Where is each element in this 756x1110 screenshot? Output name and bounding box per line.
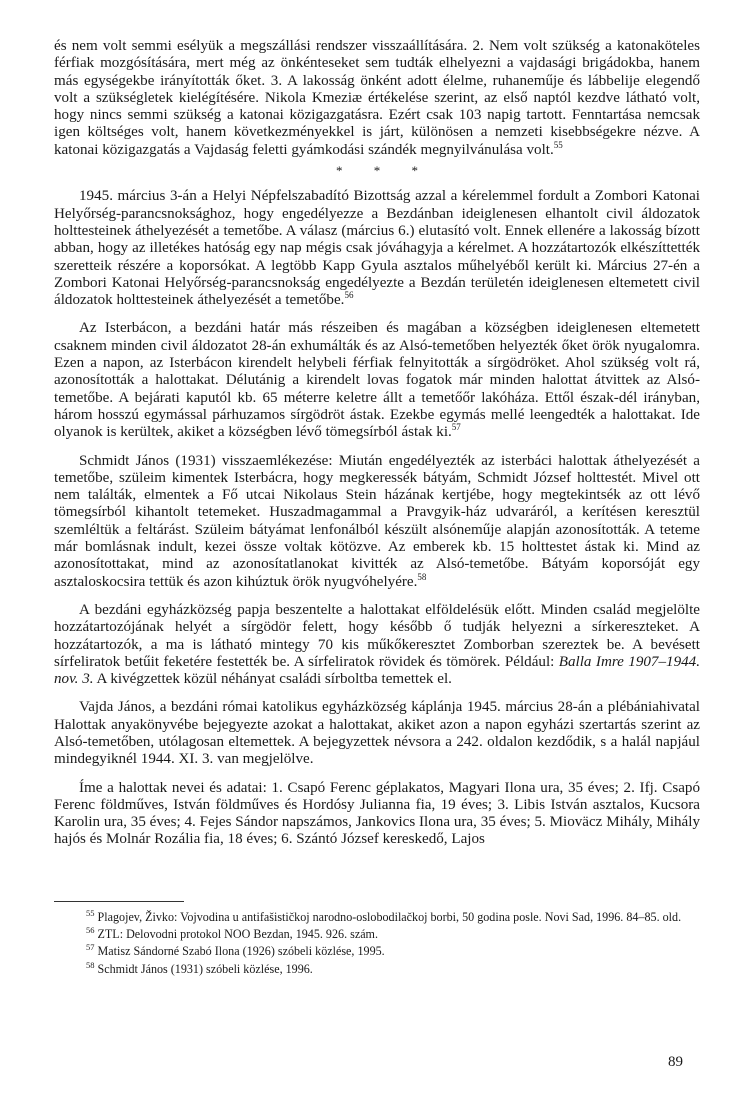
paragraph-4: Schmidt János (1931) visszaemlékezése: Miután engedélyezték az isterbáci halottak áthelyezését a temetőbe, szüleim kimentek Isterbácra, hogy megkeressék bátyám, Schmidt József holttestét. Mivel ott nem találták, elmentek a Fő utcai Nikolaus Stein házának kertjébe, hogy megtekintsék az ott lévő tömegsírból kihantolt tetemeket. Huszadmagammal a Pravgyik-ház udvaráról, a kerítésen keresztül szemléltük a feltárást. Szüleim bátyámat lenfonálból készült alsóneműje alapján azonosították. A teteme már bomlásnak indult, kezei össze voltak kötözve. Az emberek kb. 15 holttestet ástak ki. Mind az azonosítottakat, mind az azonosítatlanokat kivitték az Alsó-temetőbe. Bátyám koporsóját egy asztaloskocsira tettük és azon kihúztuk örök nyugvóhelyére.$^{58}$ xyxy=(54,452,700,590)
inscription-example: Balla Imre 1907–1944. nov. 3. xyxy=(54,653,700,688)
footnotes xyxy=(54,907,700,979)
footnote-58: $^{58}$ Schmidt János (1931) szóbeli közlése, 1996. xyxy=(86,959,313,976)
body-text xyxy=(54,38,700,860)
page-number: 89 xyxy=(668,1054,683,1070)
paragraph-3: Az Isterbácon, a bezdáni határ más részeiben és magában a községben ideiglenesen eltemetett csaknem minden civil áldozatot 28-án exhumálták és az Alsó-temetőben helyezték őket örök nyugalomra. Ezen a napon, az Isterbácon kirendelt helybeli férfiak felnyitották a sírgödröket. Ahol szükség volt rá, azonosították a halottakat. Délutánig a kirendelt lovas fogatok már minden halottat átvittek az Alsó-temetőbe. A bejárati kaputól kb. 65 méterre keletre állt a temetőőr lakóháza. Ettől észak-dél irányban, három hosszú egymással párhuzamos sírgödröt ástak. Ezekbe egymás mellé leengedték a halottakat. Ide olyanok is kerültek, akiket a községben lévő tömegsírból ástak ki.$^{57}$ xyxy=(54,320,700,441)
footnote-ref-56[interactable]: 56 xyxy=(344,290,354,301)
paragraph-7: Íme a halottak nevei és adatai: 1. Csapó Ferenc géplakatos, Magyari Ilona ura, 35 éves; 2. Ifj. Csapó Ferenc földműves, István földműves és Hordósy Julianna fia, 19 éves; 3. Libis István asztalos, Kucsora Karolin ura, 35 éves; 4. Fejes Sándor napszámos, Jankovics Ilona ura, 35 éves; 5. Mioväcz Mihály, Mihály hajós és Molnár Rozália fia, 18 éves; 6. Szántó József kereskedő, Lajos xyxy=(54,779,700,848)
footnote-ref-57[interactable]: 57 xyxy=(451,422,461,433)
footnote-divider xyxy=(54,901,184,902)
footnote-57: $^{57}$ Matisz Sándorné Szabó Ilona (1926) szóbeli közlése, 1995. xyxy=(86,942,385,959)
footnote-ref-55[interactable]: 55 xyxy=(553,139,563,150)
paragraph-1: és nem volt semmi esélyük a megszállási rendszer visszaállítására. 2. Nem volt szükség a katonaköteles férfiak mozgósítására, mert még az önkénteseket sem tudták elhelyezni a vajdasági brigádokba, hanem más egységekbe irányították őket. 3. A lakosság önként adott élelme, ruhaneműje és lábbelije elegendő volt a szükségletek kielégítésére. Nikola Kmeziæ értékelése szerint, az első naptól kezdve látható volt, hogy nincs semmi szükség a katonai közigazgatásra. Ezért csak 103 napig tartott. Fenntartása nemcsak igen költséges volt, hanem következményekkel is járt, különösen a nemzeti kisebbségekre nézve. A katonai közigazgatás a Vajdaság feletti gyámkodási szándék megnyilvánulása volt.$^{55}$ xyxy=(54,38,700,158)
paragraph-2: 1945. március 3-án a Helyi Népfelszabadító Bizottság azzal a kérelemmel fordult a Zombori Katonai Helyőrség-parancsnoksághoz, hogy engedélyezze a Bezdánban ideiglenesen elhantolt civil áldozatok holttesteinek áthelyezését a temetőbe. A válasz (március 6.) elutasító volt. Ennek ellenére a lakosság bízott abban, hogy az illetékes hatóság egy nap mégis csak jóváhagyja a kérelmet. A hozzátartozók elkészíttették szeretteik részére a koporsókat. A legtöbb Kapp Gyula asztalos műhelyéből került ki. Március 27-én a Zombori Katonai Helyőrség-parancsnokság engedélyezte a Bezdán területén ideiglenesen eltemetett civil áldozatok holttesteinek áthelyezését a temetőbe.$^{56}$ xyxy=(54,188,700,309)
section-separator: * * * xyxy=(336,163,432,179)
paragraph-6: Vajda János, a bezdáni római katolikus egyházközség káplánja 1945. március 28-án a plébániahivatal Halottak anyakönyvébe bejegyezte azokat a halottakat, akiket azon a napon egyházi szertartás szerint az Alsó-temetőben, utólagosan eltemettek. A bejegyzettek névsora a 242. oldalon kezdődik, s a halál napjául mindegyiknél 1944. XI. 3. van megjelölve. xyxy=(54,699,700,768)
paragraph-5: A bezdáni egyházközség papja beszentelte a halottakat elföldelésük előtt. Minden család megjelölte hozzátartozójának helyét a sírgödör felett, hogy később ő tudják helyezni a sírkereszteket. A hozzátartozók, a ma is látható mintegy 70 kis műkőkeresztet Zomborban szereztek be. A bevésett sírfeliratok betűit feketére festették be. A sírfeliratok rövidek és tömörek. Például: Balla Imre 1907–1944. nov. 3. A kivégzettek közül néhányat családi sírboltba temettek el. xyxy=(54,601,700,688)
footnote-55: $^{55}$ Plagojev, Živko: Vojvodina u antifašističkoj narodno-oslobodilačkoj borbi, 50 godina posle. Novi Sad, 1996. 84–85. old. xyxy=(86,907,682,924)
footnote-56: $^{56}$ ZTL: Delovodni protokol NOO Bezdan, 1945. 926. szám. xyxy=(86,925,378,942)
footnote-ref-58[interactable]: 58 xyxy=(417,571,427,582)
